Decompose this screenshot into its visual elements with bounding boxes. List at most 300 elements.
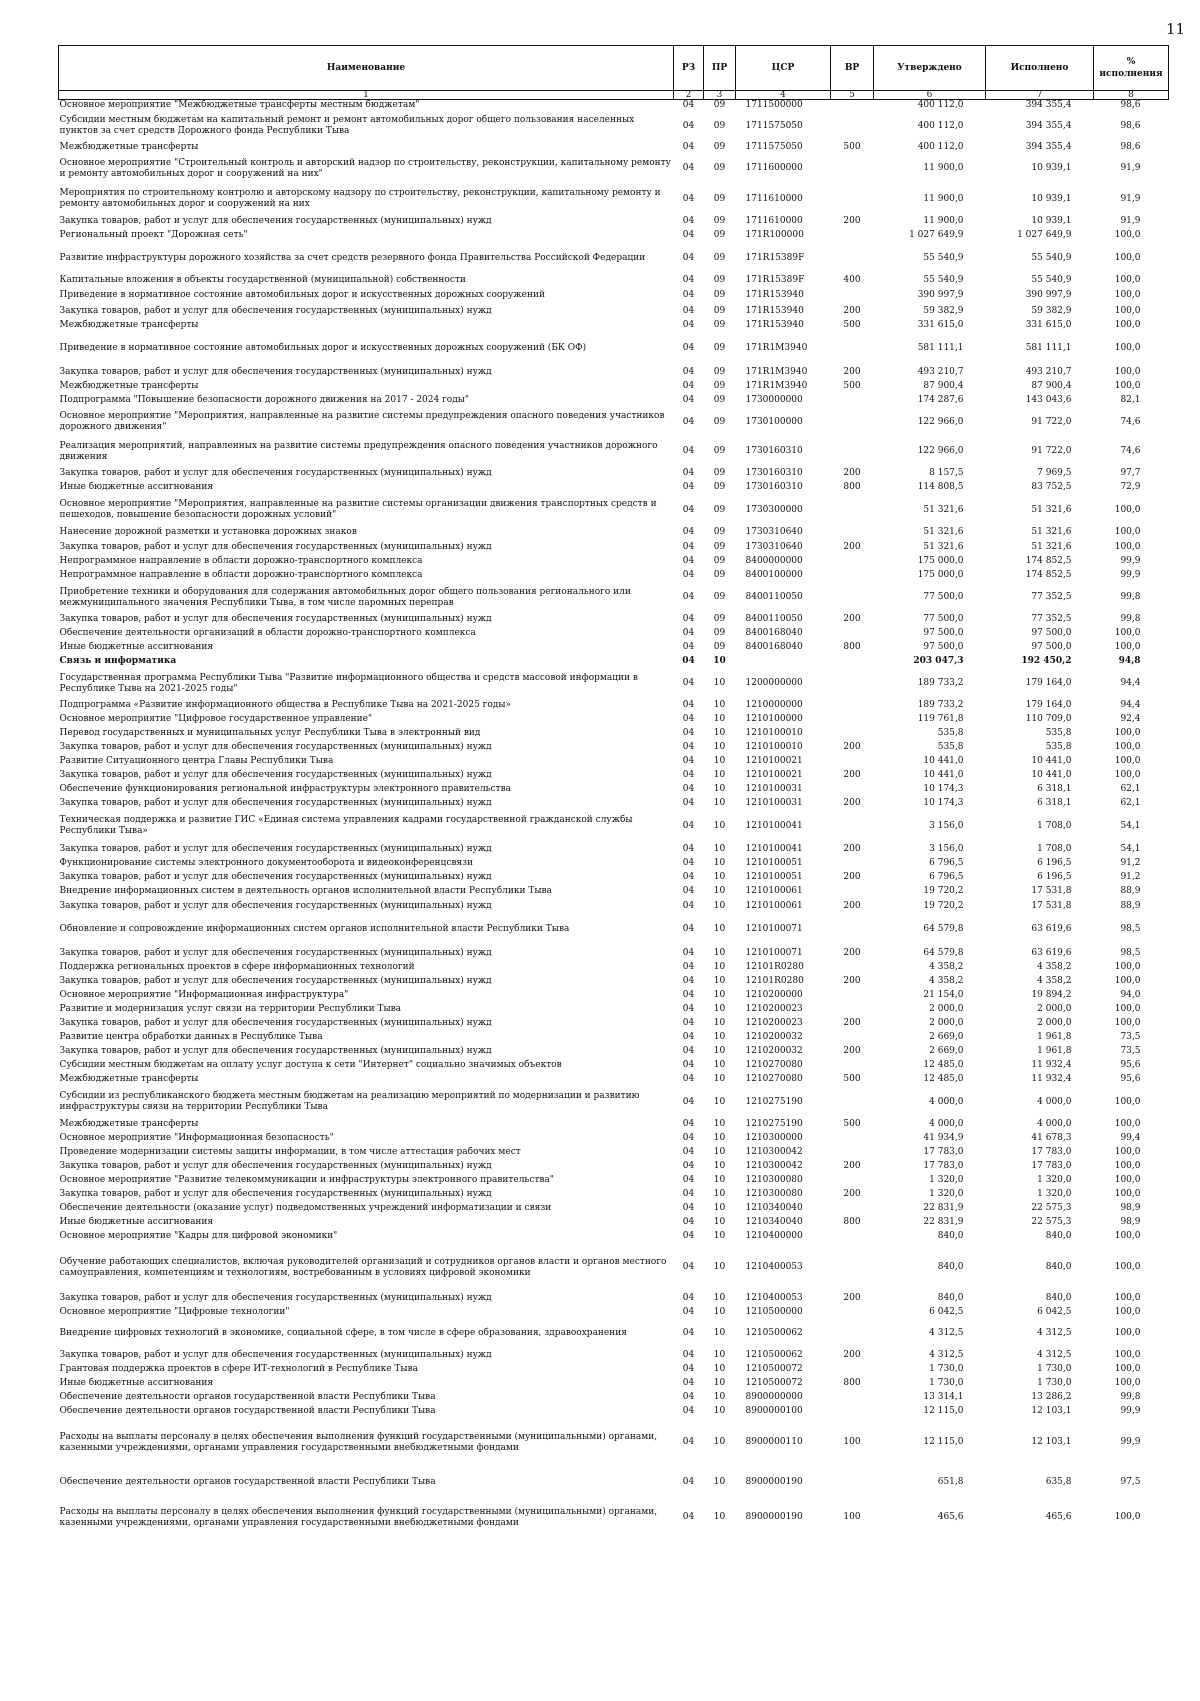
row-csr: 8400110050 bbox=[745, 592, 803, 603]
row-vr: 800 bbox=[843, 1217, 861, 1228]
row-pr: 10 bbox=[713, 990, 726, 1001]
row-rz: 04 bbox=[682, 527, 695, 538]
table-row bbox=[59, 112, 1169, 141]
row-csr: 12101R0280 bbox=[745, 976, 804, 987]
table-row bbox=[59, 1320, 1169, 1348]
row-executed: 10 441,0 bbox=[1031, 756, 1072, 767]
table-row bbox=[59, 613, 1169, 627]
row-vr bbox=[831, 112, 874, 141]
row-executed: 10 939,1 bbox=[1031, 163, 1072, 174]
row-executed: 535,8 bbox=[1045, 742, 1072, 753]
row-pr: 10 bbox=[713, 872, 726, 883]
row-vr bbox=[831, 184, 874, 215]
table-row bbox=[59, 1467, 1169, 1499]
row-csr: 12101R0280 bbox=[745, 962, 804, 973]
row-csr: 1210400000 bbox=[745, 1231, 803, 1242]
row-percent: 100,0 bbox=[1114, 1512, 1141, 1523]
row-rz: 04 bbox=[682, 1046, 695, 1057]
row-name: Развитие центра обработки данных в Республике Тыва bbox=[59, 1032, 323, 1043]
row-executed: 840,0 bbox=[1045, 1293, 1072, 1304]
table-row bbox=[59, 229, 1169, 243]
header-percent: % исполнения bbox=[1094, 46, 1169, 91]
row-name: Закупка товаров, работ и услуг для обеспечения государственных (муниципальных) нужд bbox=[59, 216, 492, 227]
row-name: Закупка товаров, работ и услуг для обеспечения государственных (муниципальных) нужд bbox=[59, 1046, 492, 1057]
row-name: Основное мероприятие "Информационная инфраструктура" bbox=[59, 990, 349, 1001]
table-row bbox=[59, 243, 1169, 274]
row-csr: 171R1M3940 bbox=[745, 343, 808, 354]
row-vr bbox=[831, 811, 874, 842]
row-vr bbox=[831, 333, 874, 365]
row-percent: 100,0 bbox=[1114, 962, 1141, 973]
table-row bbox=[59, 783, 1169, 797]
row-csr: 1210300080 bbox=[745, 1175, 803, 1186]
row-vr bbox=[831, 961, 874, 975]
row-approved: 11 900,0 bbox=[923, 193, 964, 204]
row-vr bbox=[831, 1363, 874, 1377]
row-pr: 10 bbox=[713, 756, 726, 767]
row-vr bbox=[831, 526, 874, 540]
row-rz: 04 bbox=[682, 976, 695, 987]
row-name: Закупка товаров, работ и услуг для обеспечения государственных (муниципальных) нужд bbox=[59, 366, 492, 377]
row-percent: 98,5 bbox=[1120, 924, 1141, 935]
row-approved: 22 831,9 bbox=[923, 1217, 964, 1228]
row-csr: 1210100000 bbox=[745, 714, 803, 725]
row-pr: 10 bbox=[713, 1060, 726, 1071]
row-percent: 94,0 bbox=[1120, 990, 1141, 1001]
row-vr bbox=[831, 989, 874, 1003]
row-pr: 10 bbox=[713, 1406, 726, 1417]
row-percent: 91,9 bbox=[1120, 163, 1141, 174]
row-percent: 74,6 bbox=[1120, 416, 1141, 427]
row-approved: 122 966,0 bbox=[917, 446, 964, 457]
row-percent: 99,8 bbox=[1120, 614, 1141, 625]
row-vr: 200 bbox=[843, 947, 861, 958]
row-csr: 8400110050 bbox=[745, 614, 803, 625]
row-percent: 100,0 bbox=[1114, 541, 1141, 552]
row-rz: 04 bbox=[682, 275, 695, 286]
row-csr: 1210100021 bbox=[745, 770, 803, 781]
row-pr: 10 bbox=[713, 962, 726, 973]
row-approved: 175 000,0 bbox=[917, 556, 964, 567]
row-rz: 04 bbox=[682, 290, 695, 301]
row-percent: 97,7 bbox=[1120, 468, 1141, 479]
row-name: Обеспечение функционирования региональной инфраструктуры электронного правительства bbox=[59, 784, 512, 795]
table-row bbox=[59, 481, 1169, 495]
row-name: Проведение модернизации системы защиты информации, в том числе аттестация рабочих мест bbox=[59, 1147, 521, 1158]
row-approved: 8 157,5 bbox=[929, 468, 964, 479]
row-csr: 8900000100 bbox=[745, 1406, 803, 1417]
column-number: 2 bbox=[674, 91, 704, 100]
row-percent: 95,6 bbox=[1120, 1074, 1141, 1085]
row-rz: 04 bbox=[682, 1189, 695, 1200]
row-executed: 6 318,1 bbox=[1037, 784, 1072, 795]
table-row bbox=[59, 797, 1169, 811]
row-rz: 04 bbox=[682, 1392, 695, 1403]
table-row bbox=[59, 304, 1169, 319]
row-percent: 100,0 bbox=[1114, 320, 1141, 331]
row-vr: 200 bbox=[843, 305, 861, 316]
row-rz: 04 bbox=[682, 858, 695, 869]
row-vr bbox=[831, 1132, 874, 1146]
row-executed: 77 352,5 bbox=[1031, 592, 1072, 603]
row-name: Приведение в нормативное состояние автомобильных дорог и искусственных дорожных сооружений bbox=[59, 290, 545, 301]
row-executed: 4 358,2 bbox=[1037, 962, 1072, 973]
row-percent: 100,0 bbox=[1114, 1096, 1141, 1107]
row-approved: 122 966,0 bbox=[917, 416, 964, 427]
row-approved: 189 733,2 bbox=[917, 678, 964, 689]
row-pr: 10 bbox=[713, 1074, 726, 1085]
row-rz: 04 bbox=[682, 770, 695, 781]
row-percent: 94,4 bbox=[1120, 678, 1141, 689]
row-executed: 581 111,1 bbox=[1025, 343, 1072, 354]
row-approved: 493 210,7 bbox=[917, 366, 964, 377]
row-percent: 100,0 bbox=[1114, 1161, 1141, 1172]
row-csr: 1210340040 bbox=[745, 1203, 803, 1214]
row-vr bbox=[831, 857, 874, 871]
row-rz: 04 bbox=[682, 1349, 695, 1360]
row-rz: 04 bbox=[682, 1477, 695, 1488]
row-approved: 4 312,5 bbox=[929, 1349, 964, 1360]
row-approved: 19 720,2 bbox=[923, 900, 964, 911]
row-approved: 2 669,0 bbox=[929, 1046, 964, 1057]
row-percent: 95,6 bbox=[1120, 1060, 1141, 1071]
column-number: 5 bbox=[831, 91, 874, 100]
row-vr bbox=[831, 669, 874, 699]
row-executed: 13 286,2 bbox=[1031, 1392, 1072, 1403]
row-name: Обеспечение деятельности органов государственной власти Республики Тыва bbox=[59, 1392, 436, 1403]
row-approved: 19 720,2 bbox=[923, 886, 964, 897]
row-vr: 500 bbox=[843, 1119, 861, 1130]
header-executed: Исполнено bbox=[986, 46, 1094, 91]
row-pr: 09 bbox=[713, 252, 726, 263]
row-vr: 500 bbox=[843, 381, 861, 392]
row-pr: 10 bbox=[713, 947, 726, 958]
row-approved: 2 000,0 bbox=[929, 1018, 964, 1029]
row-percent: 91,2 bbox=[1120, 872, 1141, 883]
table-row bbox=[59, 100, 1169, 112]
row-vr: 200 bbox=[843, 1018, 861, 1029]
row-name: Основное мероприятие "Мероприятия, направленные на развитие системы предупреждения опасного поведения участников дорожного движения" bbox=[59, 411, 665, 432]
row-vr: 200 bbox=[843, 770, 861, 781]
row-rz: 04 bbox=[682, 120, 695, 131]
row-executed: 22 575,3 bbox=[1031, 1217, 1072, 1228]
column-number-row bbox=[59, 91, 1169, 100]
row-percent: 98,9 bbox=[1120, 1217, 1141, 1228]
row-name: Государственная программа Республики Тыва "Развитие информационного общества и средств массовой информации в Республике Тыва на 2021-2025 годы" bbox=[59, 672, 638, 694]
row-vr: 800 bbox=[843, 482, 861, 493]
row-csr: 1711500000 bbox=[745, 100, 803, 111]
row-pr: 09 bbox=[713, 141, 726, 152]
row-executed: 7 969,5 bbox=[1037, 468, 1072, 479]
row-percent: 100,0 bbox=[1114, 381, 1141, 392]
row-executed: 10 939,1 bbox=[1031, 216, 1072, 227]
row-approved: 17 783,0 bbox=[923, 1147, 964, 1158]
row-pr: 09 bbox=[713, 163, 726, 174]
row-csr: 1730310640 bbox=[745, 541, 803, 552]
row-csr: 1210200023 bbox=[745, 1018, 803, 1029]
row-approved: 331 615,0 bbox=[917, 320, 964, 331]
column-number: 4 bbox=[736, 91, 831, 100]
row-rz: 04 bbox=[682, 1293, 695, 1304]
table-row bbox=[59, 1132, 1169, 1146]
row-approved: 51 321,6 bbox=[923, 504, 964, 515]
row-name: Иные бюджетные ассигнования bbox=[59, 1217, 214, 1228]
table-row bbox=[59, 408, 1169, 437]
row-csr: 171R153940 bbox=[745, 290, 804, 301]
row-executed: 390 997,9 bbox=[1025, 290, 1072, 301]
row-name: Закупка товаров, работ и услуг для обеспечения государственных (муниципальных) нужд bbox=[59, 1293, 492, 1304]
row-pr: 09 bbox=[713, 100, 726, 111]
table-row bbox=[59, 184, 1169, 215]
row-percent: 98,5 bbox=[1120, 947, 1141, 958]
row-approved: 2 000,0 bbox=[929, 1004, 964, 1015]
column-number: 7 bbox=[986, 91, 1094, 100]
row-executed: 394 355,4 bbox=[1025, 100, 1072, 111]
row-percent: 100,0 bbox=[1114, 1349, 1141, 1360]
row-percent: 99,9 bbox=[1120, 1406, 1141, 1417]
header-pr: ПР bbox=[704, 46, 736, 91]
row-vr: 200 bbox=[843, 900, 861, 911]
row-pr: 09 bbox=[713, 446, 726, 457]
row-rz: 04 bbox=[682, 1364, 695, 1375]
row-executed: 6 196,5 bbox=[1037, 858, 1072, 869]
row-vr: 100 bbox=[843, 1437, 861, 1448]
row-name: Закупка товаров, работ и услуг для обеспечения государственных (муниципальных) нужд bbox=[59, 770, 492, 781]
row-executed: 331 615,0 bbox=[1025, 320, 1072, 331]
row-csr: 1730000000 bbox=[745, 395, 803, 406]
row-percent: 100,0 bbox=[1114, 343, 1141, 354]
row-rz: 04 bbox=[682, 1231, 695, 1242]
row-pr: 09 bbox=[713, 504, 726, 515]
row-executed: 59 382,9 bbox=[1031, 305, 1072, 316]
row-pr: 10 bbox=[713, 1364, 726, 1375]
row-approved: 535,8 bbox=[937, 728, 964, 739]
row-vr bbox=[831, 755, 874, 769]
row-percent: 88,9 bbox=[1120, 886, 1141, 897]
row-executed: 55 540,9 bbox=[1031, 252, 1072, 263]
row-pr: 10 bbox=[713, 1175, 726, 1186]
row-csr: 1210100061 bbox=[745, 900, 803, 911]
row-percent: 100,0 bbox=[1114, 1262, 1141, 1273]
row-name: Расходы на выплаты персоналу в целях обеспечения выполнения функций государственными (муниципальными) органами, казенными учреждениями, органами управления государственными внебюджетными фондами bbox=[59, 1506, 658, 1528]
row-vr: 200 bbox=[843, 614, 861, 625]
row-executed: 4 000,0 bbox=[1037, 1119, 1072, 1130]
row-approved: 465,6 bbox=[937, 1512, 964, 1523]
row-approved: 400 112,0 bbox=[917, 100, 964, 111]
row-rz: 04 bbox=[682, 216, 695, 227]
row-pr: 10 bbox=[713, 924, 726, 935]
row-percent: 73,5 bbox=[1120, 1032, 1141, 1043]
row-pr: 09 bbox=[713, 614, 726, 625]
row-rz: 04 bbox=[682, 1004, 695, 1015]
table-row bbox=[59, 274, 1169, 288]
row-vr: 400 bbox=[843, 275, 861, 286]
row-csr: 1210500062 bbox=[745, 1328, 803, 1339]
row-csr: 1711575050 bbox=[745, 120, 803, 131]
row-executed: 635,8 bbox=[1045, 1477, 1072, 1488]
row-pr: 10 bbox=[713, 1477, 726, 1488]
row-rz: 04 bbox=[682, 343, 695, 354]
row-name: Закупка товаров, работ и услуг для обеспечения государственных (муниципальных) нужд bbox=[59, 541, 492, 552]
table-row bbox=[59, 1059, 1169, 1073]
table-row bbox=[59, 961, 1169, 975]
row-csr: 1210300080 bbox=[745, 1189, 803, 1200]
row-vr bbox=[831, 154, 874, 184]
row-csr: 1210300042 bbox=[745, 1147, 803, 1158]
row-vr: 200 bbox=[843, 1349, 861, 1360]
row-percent: 100,0 bbox=[1114, 366, 1141, 377]
row-pr: 10 bbox=[713, 1096, 726, 1107]
row-csr: 1210200023 bbox=[745, 1004, 803, 1015]
row-executed: 840,0 bbox=[1045, 1231, 1072, 1242]
row-pr: 10 bbox=[713, 770, 726, 781]
table-row bbox=[59, 1073, 1169, 1087]
row-csr: 1730310640 bbox=[745, 527, 803, 538]
row-pr: 09 bbox=[713, 216, 726, 227]
row-vr: 200 bbox=[843, 468, 861, 479]
table-body bbox=[59, 100, 1169, 1537]
row-rz: 04 bbox=[682, 1406, 695, 1417]
row-name: Обучение работающих специалистов, включая руководителей организаций и сотрудников органов власти и органов местного самоуправления, компетенциям и технологиям, востребованным в условиях цифровой экономики bbox=[59, 1256, 667, 1278]
row-vr bbox=[831, 394, 874, 408]
row-csr: 171R153940 bbox=[745, 305, 804, 316]
row-percent: 100,0 bbox=[1114, 290, 1141, 301]
row-name: Непрограммное направление в области дорожно-транспортного комплекса bbox=[59, 556, 423, 567]
row-approved: 4 358,2 bbox=[929, 962, 964, 973]
row-executed: 179 164,0 bbox=[1025, 678, 1072, 689]
row-vr bbox=[831, 655, 874, 669]
table-row bbox=[59, 141, 1169, 154]
row-rz: 04 bbox=[682, 886, 695, 897]
row-csr: 1210275190 bbox=[745, 1096, 803, 1107]
row-executed: 6 042,5 bbox=[1037, 1307, 1072, 1318]
row-vr: 200 bbox=[843, 742, 861, 753]
row-name: Развитие инфраструктуры дорожного хозяйства за счет средств резервного фонда Правительства Российской Федерации bbox=[59, 252, 646, 263]
row-csr: 8900000190 bbox=[745, 1477, 803, 1488]
row-rz: 04 bbox=[682, 1175, 695, 1186]
row-vr: 200 bbox=[843, 798, 861, 809]
row-pr: 09 bbox=[713, 527, 726, 538]
row-executed: 1 730,0 bbox=[1037, 1378, 1072, 1389]
row-vr bbox=[831, 1306, 874, 1320]
row-vr bbox=[831, 1391, 874, 1405]
row-csr: 1210270080 bbox=[745, 1074, 803, 1085]
row-csr: 8400168040 bbox=[745, 642, 803, 653]
row-vr bbox=[831, 1146, 874, 1160]
table-row bbox=[59, 467, 1169, 481]
row-pr: 10 bbox=[713, 1512, 726, 1523]
row-executed: 1 730,0 bbox=[1037, 1364, 1072, 1375]
row-csr: 1210300000 bbox=[745, 1133, 803, 1144]
row-executed: 63 619,6 bbox=[1031, 947, 1072, 958]
row-approved: 51 321,6 bbox=[923, 541, 964, 552]
row-approved: 55 540,9 bbox=[923, 252, 964, 263]
row-pr: 09 bbox=[713, 230, 726, 241]
row-vr bbox=[831, 1230, 874, 1244]
row-pr: 10 bbox=[713, 1133, 726, 1144]
row-name: Основное мероприятие "Строительный контроль и авторский надзор по строительству, реконструкции, капитальному ремонту и ремонту автомобильных дорог и сооружений на них" bbox=[59, 157, 671, 179]
row-approved: 1 730,0 bbox=[929, 1364, 964, 1375]
row-percent: 92,4 bbox=[1120, 714, 1141, 725]
row-approved: 11 900,0 bbox=[923, 163, 964, 174]
row-name: Межбюджетные трансферты bbox=[59, 141, 199, 152]
row-approved: 10 441,0 bbox=[923, 770, 964, 781]
row-approved: 55 540,9 bbox=[923, 275, 964, 286]
row-rz: 04 bbox=[682, 924, 695, 935]
row-executed: 17 531,8 bbox=[1031, 886, 1072, 897]
table-row bbox=[59, 1003, 1169, 1017]
table-row bbox=[59, 699, 1169, 713]
row-rz: 04 bbox=[682, 468, 695, 479]
row-name: Капитальные вложения в объекты государственной (муниципальной) собственности bbox=[59, 275, 466, 286]
table-row bbox=[59, 1202, 1169, 1216]
row-rz: 04 bbox=[682, 872, 695, 883]
row-executed: 1 708,0 bbox=[1037, 820, 1072, 831]
row-csr: 1210200000 bbox=[745, 990, 803, 1001]
row-vr: 200 bbox=[843, 366, 861, 377]
row-executed: 17 531,8 bbox=[1031, 900, 1072, 911]
row-name: Иные бюджетные ассигнования bbox=[59, 1378, 214, 1389]
row-csr: 1711610000 bbox=[745, 193, 803, 204]
row-pr: 10 bbox=[713, 656, 726, 667]
row-rz: 04 bbox=[682, 900, 695, 911]
row-rz: 04 bbox=[682, 700, 695, 711]
row-rz: 04 bbox=[682, 1133, 695, 1144]
row-rz: 04 bbox=[682, 1060, 695, 1071]
row-vr bbox=[831, 914, 874, 946]
table-row bbox=[59, 713, 1169, 727]
row-percent: 88,9 bbox=[1120, 900, 1141, 911]
row-percent: 100,0 bbox=[1114, 1307, 1141, 1318]
row-percent: 100,0 bbox=[1114, 742, 1141, 753]
row-vr bbox=[831, 288, 874, 304]
row-pr: 09 bbox=[713, 305, 726, 316]
row-pr: 10 bbox=[713, 1161, 726, 1172]
table-row bbox=[59, 769, 1169, 783]
header-vr: ВР bbox=[831, 46, 874, 91]
row-vr: 200 bbox=[843, 216, 861, 227]
row-name: Иные бюджетные ассигнования bbox=[59, 642, 214, 653]
row-pr: 10 bbox=[713, 1004, 726, 1015]
budget-execution-table bbox=[58, 45, 1169, 1537]
row-csr: 1210340040 bbox=[745, 1217, 803, 1228]
row-name: Основное мероприятие "Мероприятия, направленные на развитие системы организации движения транспортных средств и пешеходов, повышение безопасности дорожных условий" bbox=[59, 499, 657, 520]
row-rz: 04 bbox=[682, 381, 695, 392]
row-approved: 21 154,0 bbox=[923, 990, 964, 1001]
row-pr: 09 bbox=[713, 570, 726, 581]
row-percent: 54,1 bbox=[1120, 820, 1141, 831]
row-csr: 171R15389F bbox=[745, 275, 805, 286]
row-vr: 500 bbox=[843, 320, 861, 331]
row-name: Закупка товаров, работ и услуг для обеспечения государственных (муниципальных) нужд bbox=[59, 1161, 492, 1172]
table-row bbox=[59, 1146, 1169, 1160]
row-percent: 99,8 bbox=[1120, 592, 1141, 603]
row-pr: 09 bbox=[713, 556, 726, 567]
row-executed: 51 321,6 bbox=[1031, 527, 1072, 538]
row-rz: 04 bbox=[682, 252, 695, 263]
row-approved: 4 000,0 bbox=[929, 1096, 964, 1107]
row-pr: 10 bbox=[713, 1392, 726, 1403]
table-row bbox=[59, 1087, 1169, 1118]
row-name: Мероприятия по строительному контролю и авторскому надзору по строительству, реконструкции, капитальному ремонту и ремонту автомобильных дорог и сооружений на них bbox=[59, 188, 661, 209]
row-vr: 100 bbox=[843, 1512, 861, 1523]
row-executed: 174 852,5 bbox=[1025, 556, 1072, 567]
row-pr: 10 bbox=[713, 1217, 726, 1228]
row-csr: 1200000000 bbox=[745, 678, 803, 689]
header-csr: ЦСР bbox=[736, 46, 831, 91]
header-name: Наименование bbox=[59, 46, 674, 91]
row-approved: 77 500,0 bbox=[923, 614, 964, 625]
